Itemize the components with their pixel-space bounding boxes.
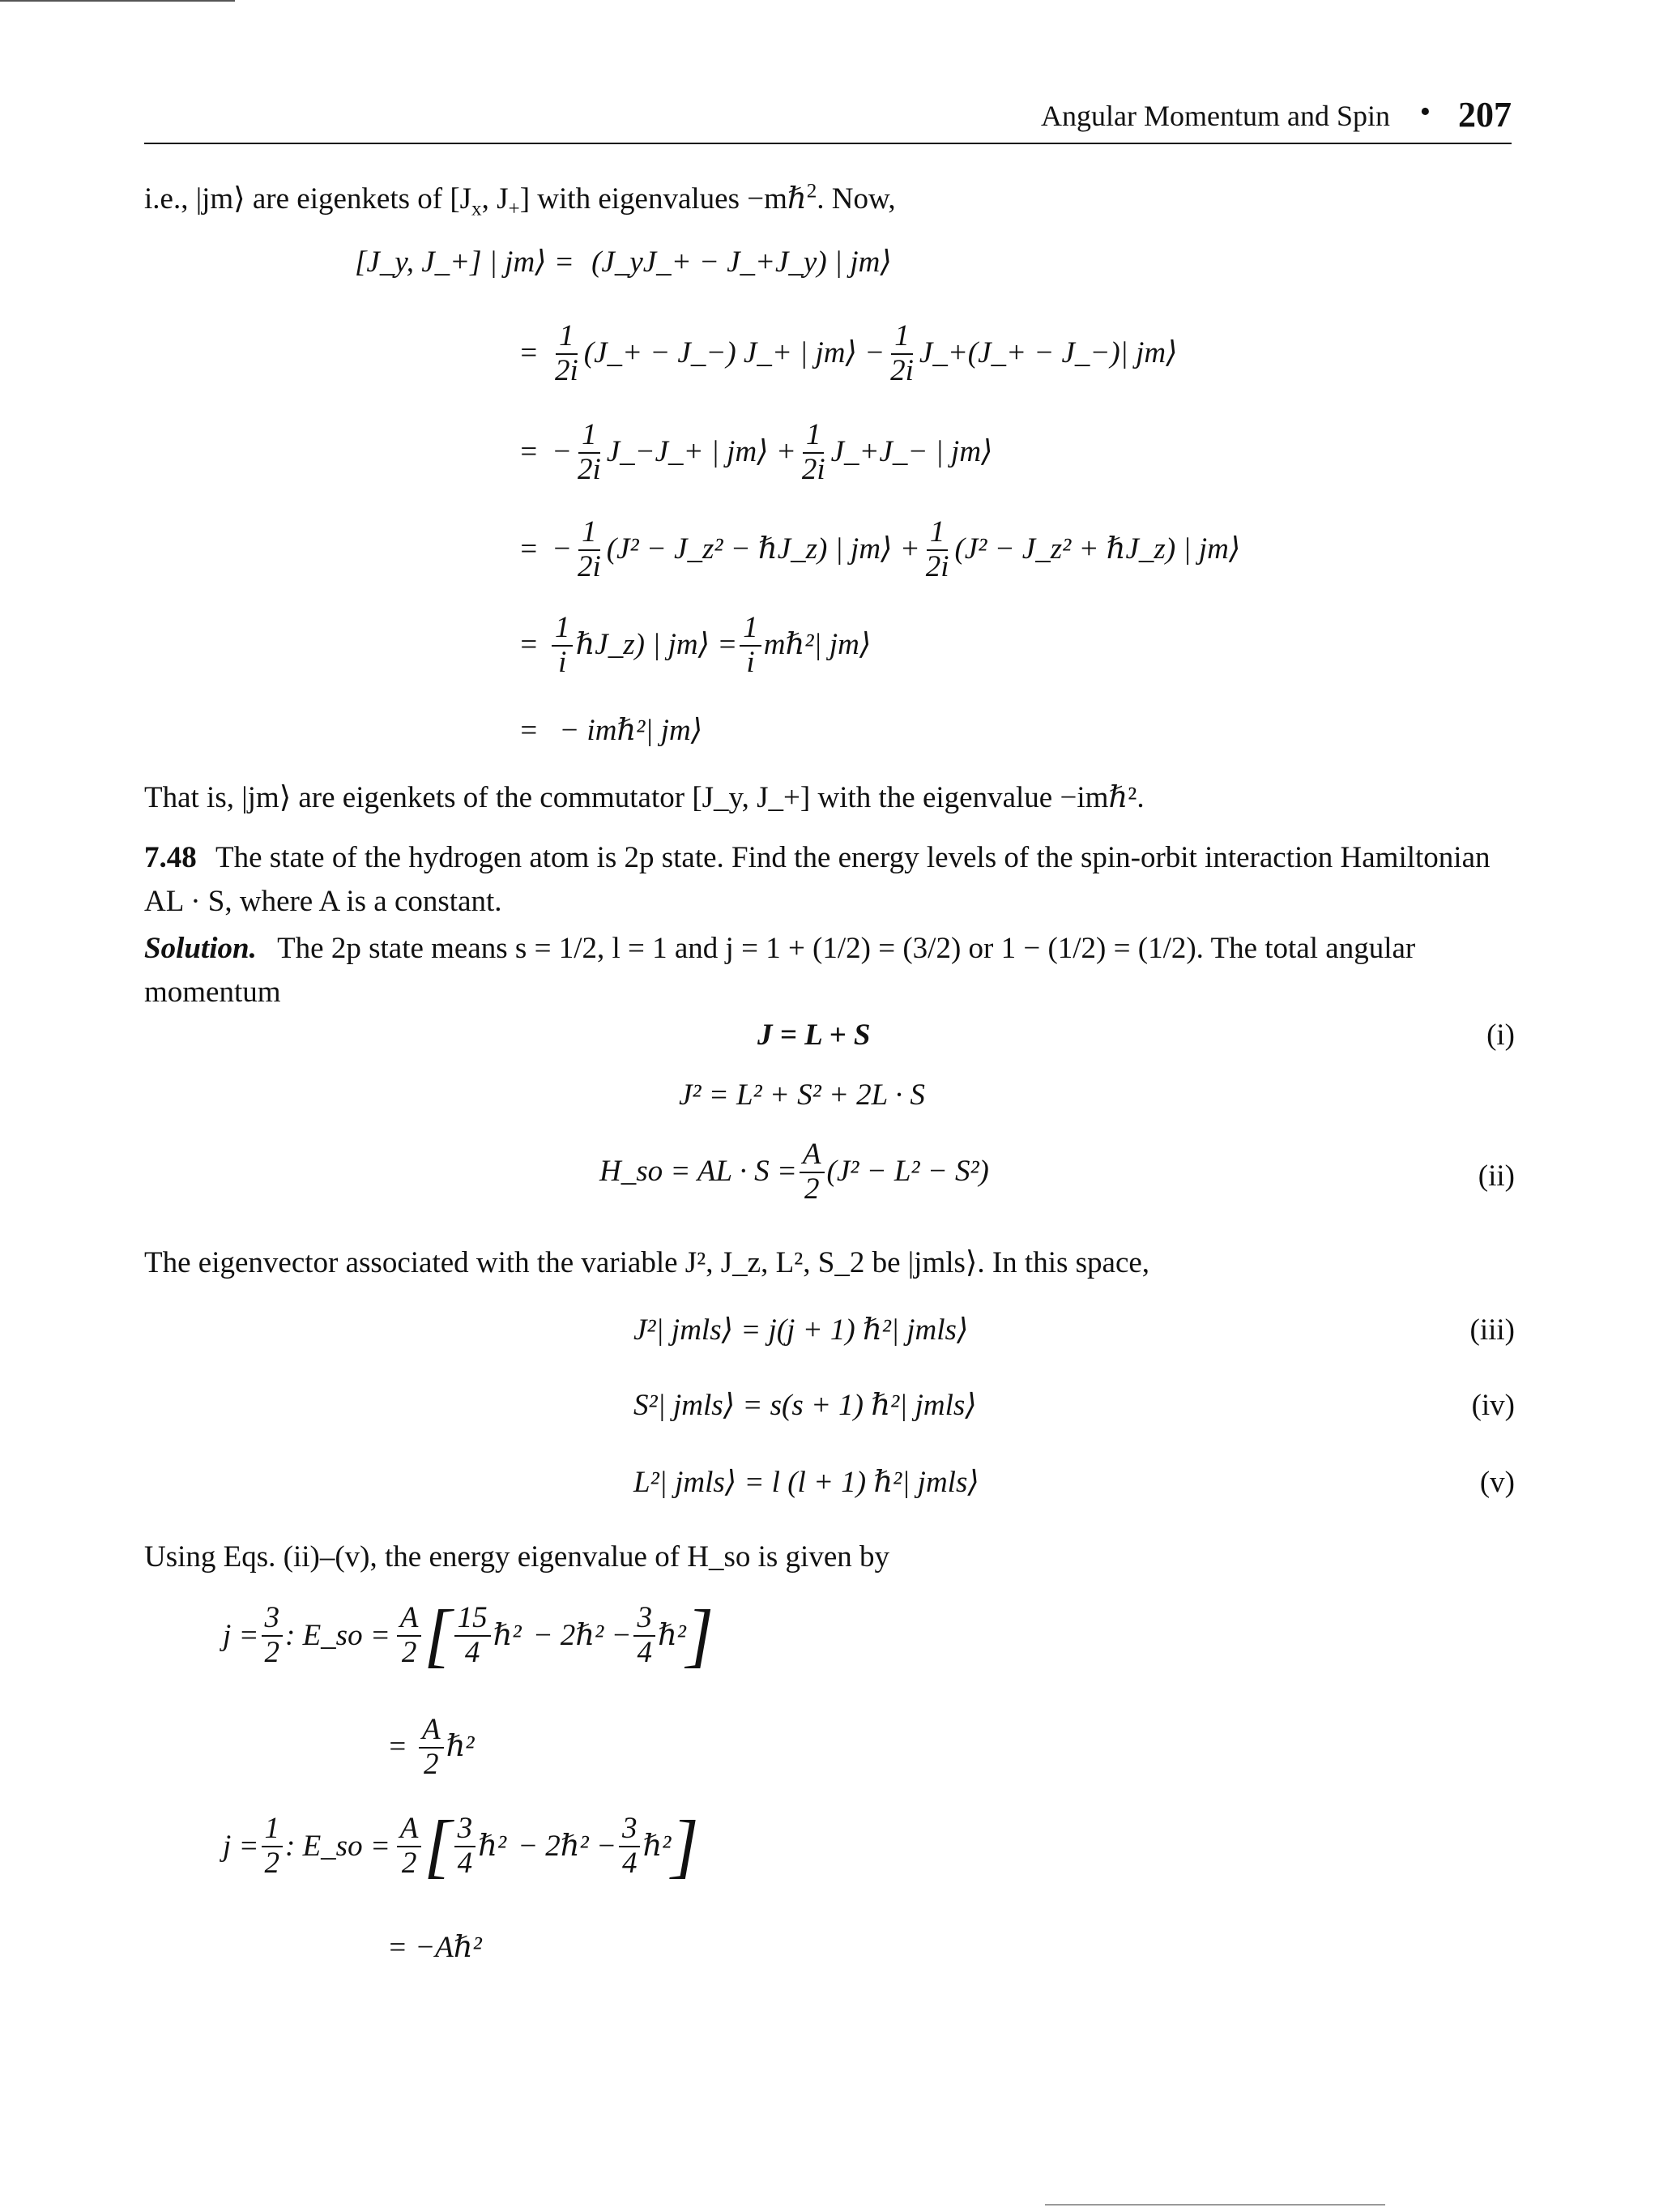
fraction: $\frac{1}{2i}$ [890,319,914,387]
equation-i: J = L + S [757,1018,871,1052]
equation-ii: H_so = AL · S = $\frac{A}{2}$ (J² − L² − S²) [599,1138,989,1206]
running-header [144,94,1512,144]
page-number: 207 [1458,95,1512,135]
derivation-line-4: = − $\frac{1}{2i}$ (J² − J_z² − ℏJ_z) | jm⟩ + $\frac{1}{2i}$ (J² − J_z² + ℏJ_z) | jm⟩ [518,515,1241,583]
fraction: $\frac{A}{2}$ [800,1138,825,1206]
fraction: $\frac{A}{2}$ [397,1602,422,1669]
equation-j-squared: J² = L² + S² + 2L · S [679,1078,925,1112]
fraction: $\frac{15}{4}$ [454,1602,491,1669]
equation-v: L²| jmls⟩ = l (l + 1) ℏ²| jmls⟩ [633,1466,979,1499]
equation-iv: S²| jmls⟩ = s(s + 1) ℏ²| jmls⟩ [633,1389,977,1422]
bottom-edge-line [1045,2204,1385,2206]
fraction: $\frac{3}{4}$ [454,1813,476,1880]
right-bracket: ] [671,1807,699,1885]
fraction: $\frac{1}{2i}$ [554,319,578,387]
fraction: $\frac{3}{4}$ [619,1813,641,1880]
fraction: $\frac{1}{2i}$ [577,515,601,583]
energy-j-one-half: j = $\frac{1}{2}$ : E_so = $\frac{A}{2}$ [ $\frac{3}{4}$ ℏ² − 2ℏ² − $\frac{3}{4}$ ℏ² ] [223,1807,699,1885]
fraction: $\frac{1}{2i}$ [801,418,825,486]
scan-edge-line [0,0,235,2]
fraction: $\frac{1}{i}$ [552,612,574,679]
fraction: $\frac{1}{i}$ [740,612,761,679]
fraction: $\frac{1}{2i}$ [925,515,949,583]
problem-statement: 7.48 The state of the hydrogen atom is 2p state. Find the energy levels of the spin-orbit interaction Hamiltonian AL · S, where A is a constant. [144,841,1491,918]
equation-number-v: (v) [1479,1466,1515,1499]
equation-number-i: (i) [1486,1018,1515,1052]
header-bullet: • [1419,95,1431,129]
derivation-line-3: = − $\frac{1}{2i}$ J_−J_+ | jm⟩ + $\frac{1}{2i}$ J_+J_− | jm⟩ [518,418,993,486]
equation-number-ii: (ii) [1478,1159,1515,1193]
energy-result-three-halves: = $\frac{A}{2}$ ℏ² [387,1713,475,1781]
fraction: $\frac{1}{2i}$ [577,418,601,486]
using-sentence: Using Eqs. (ii)–(v), the energy eigenvalue of H_so is given by [144,1540,890,1574]
derivation-line-6: = − imℏ²| jm⟩ [518,714,703,747]
chapter-title: Angular Momentum and Spin [1041,100,1390,132]
equation-number-iv: (iv) [1471,1389,1515,1422]
left-bracket: [ [424,1596,452,1675]
right-bracket: ] [685,1596,714,1675]
energy-j-three-halves: j = $\frac{3}{2}$ : E_so = $\frac{A}{2}$ [ $\frac{15}{4}$ ℏ² − 2ℏ² − $\frac{3}{4}$ ℏ² ] [223,1596,714,1675]
problem-number: 7.48 [144,841,197,874]
equation-iii: J²| jmls⟩ = j(j + 1) ℏ²| jmls⟩ [633,1313,969,1347]
fraction: $\frac{3}{4}$ [633,1602,655,1669]
fraction: $\frac{A}{2}$ [397,1813,422,1880]
fraction: $\frac{A}{2}$ [419,1714,444,1781]
conclusion-sentence: That is, |jm⟩ are eigenkets of the commutator [J_y, J_+] with the eigenvalue −imℏ². [144,781,1145,814]
derivation-line-1: [J_y, J_+] | jm⟩ = (J_yJ_+ − J_+J_y) | jm⟩ [355,246,892,279]
derivation-line-2: = $\frac{1}{2i}$ (J_+ − J_−) J_+ | jm⟩ − $\frac{1}{2i}$ J_+(J_+ − J_−)| jm⟩ [518,319,1178,387]
energy-result-one-half: = −Aℏ² [387,1931,482,1964]
eigenvector-sentence: The eigenvector associated with the variable J², J_z, L², S_2 be |jmls⟩. In this space, [144,1246,1150,1279]
solution-label: Solution. [144,932,257,965]
intro-sentence: i.e., |jm⟩ are eigenkets of [$J_x$, $J_+$] with eigenvalues −mℏ$^2$. Now, [144,180,896,220]
equation-number-iii: (iii) [1469,1313,1515,1347]
solution-paragraph: Solution. The 2p state means s = 1/2, l = 1 and j = 1 + (1/2) = (3/2) or 1 − (1/2) = (1/2). The total angular momentum [144,932,1416,1009]
left-bracket: [ [424,1807,452,1885]
fraction: $\frac{1}{2}$ [262,1813,284,1880]
fraction: $\frac{3}{2}$ [262,1602,284,1669]
derivation-line-5: = $\frac{1}{i}$ ℏJ_z) | jm⟩ = $\frac{1}{i}$ mℏ²| jm⟩ [518,611,872,679]
